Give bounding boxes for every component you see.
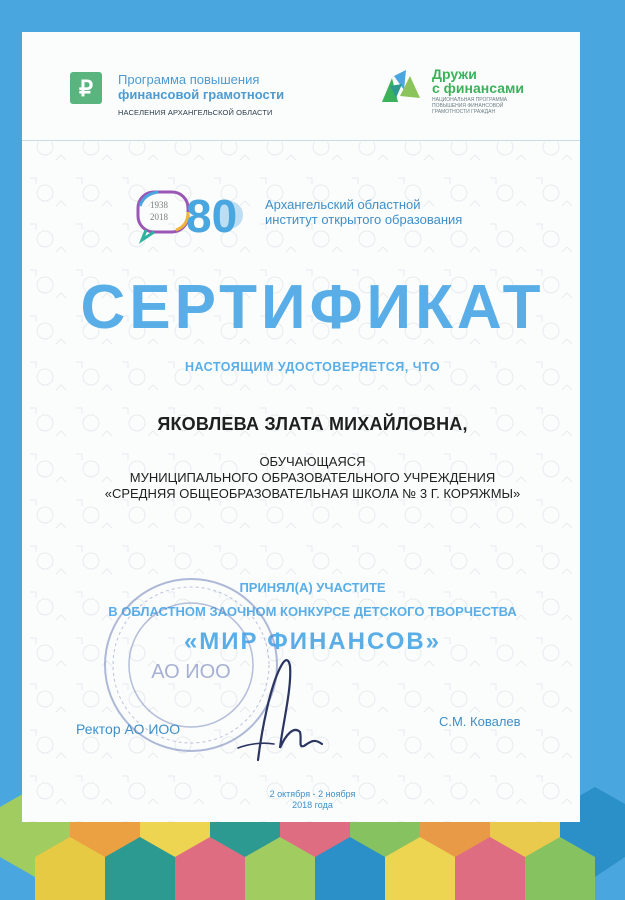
logo-year-from: 1938: [150, 200, 168, 210]
program-logo-text: [118, 72, 284, 120]
program-title-line2: финансовой грамотности: [118, 87, 285, 102]
logo-year-to: 2018: [150, 212, 168, 222]
ruble-logo-icon: ₽: [70, 72, 102, 104]
event-dates: [0, 789, 625, 811]
recipient-school: [0, 454, 625, 502]
druzhi-logo-text: [432, 67, 542, 115]
study-line1: ОБУЧАЮЩАЯСЯ: [259, 454, 366, 469]
institute-80-logo: [136, 186, 248, 244]
institute-name-line2: институт открытого образования: [265, 212, 463, 227]
contest-name: «МИР ФИНАНСОВ»: [183, 628, 442, 655]
accept-line1: ПРИНЯЛ(А) УЧАСТИТЕ: [239, 580, 386, 595]
institute-name: [265, 197, 462, 227]
study-line3: «СРЕДНЯЯ ОБЩЕОБРАЗОВАТЕЛЬНАЯ ШКОЛА № 3 Г. КОРЯЖМЫ»: [104, 486, 521, 501]
recipient-name: ЯКОВЛЕВА ЗЛАТА МИХАЙЛОВНА,: [157, 414, 468, 434]
druzhi-title-line1: Дружи: [432, 66, 477, 82]
druzhi-subtitle: НАЦИОНАЛЬНАЯ ПРОГРАММА ПОВЫШЕНИЯ ФИНАНСОВОЙ ГРАМОТНОСТИ ГРАЖДАН: [432, 97, 508, 115]
program-title-line3: НАСЕЛЕНИЯ АРХАНГЕЛЬСКОЙ ОБЛАСТИ: [118, 108, 273, 117]
certificate-title: СЕРТИФИКАТ: [80, 273, 545, 342]
institute-name-line1: Архангельский областной: [265, 197, 421, 212]
study-line2: МУНИЦИПАЛЬНОГО ОБРАЗОВАТЕЛЬНОГО УЧРЕЖДЕНИЯ: [129, 470, 496, 485]
signer-name: С.М. Ковалев: [439, 714, 521, 729]
header-divider: [22, 140, 580, 141]
certify-statement: НАСТОЯЩИМ УДОСТОВЕРЯЕТСЯ, ЧТО: [184, 360, 441, 374]
dates-line2: 2018 года: [292, 800, 333, 810]
druzhi-title-line2: с финансами: [432, 80, 524, 96]
dates-line1: 2 октября - 2 ноября: [269, 789, 356, 799]
logo-number-80: 80: [186, 190, 238, 242]
stamp-center-text: АО ИОО: [151, 661, 231, 683]
program-title-line1: Программа повышения: [118, 72, 260, 87]
accept-line2: В ОБЛАСТНОМ ЗАОЧНОМ КОНКУРСЕ ДЕТСКОГО ТВОРЧЕСТВА: [108, 604, 517, 619]
handwritten-signature: [218, 648, 338, 763]
rector-label: Ректор АО ИОО: [76, 721, 181, 737]
druzhi-logo-icon: [380, 68, 422, 104]
